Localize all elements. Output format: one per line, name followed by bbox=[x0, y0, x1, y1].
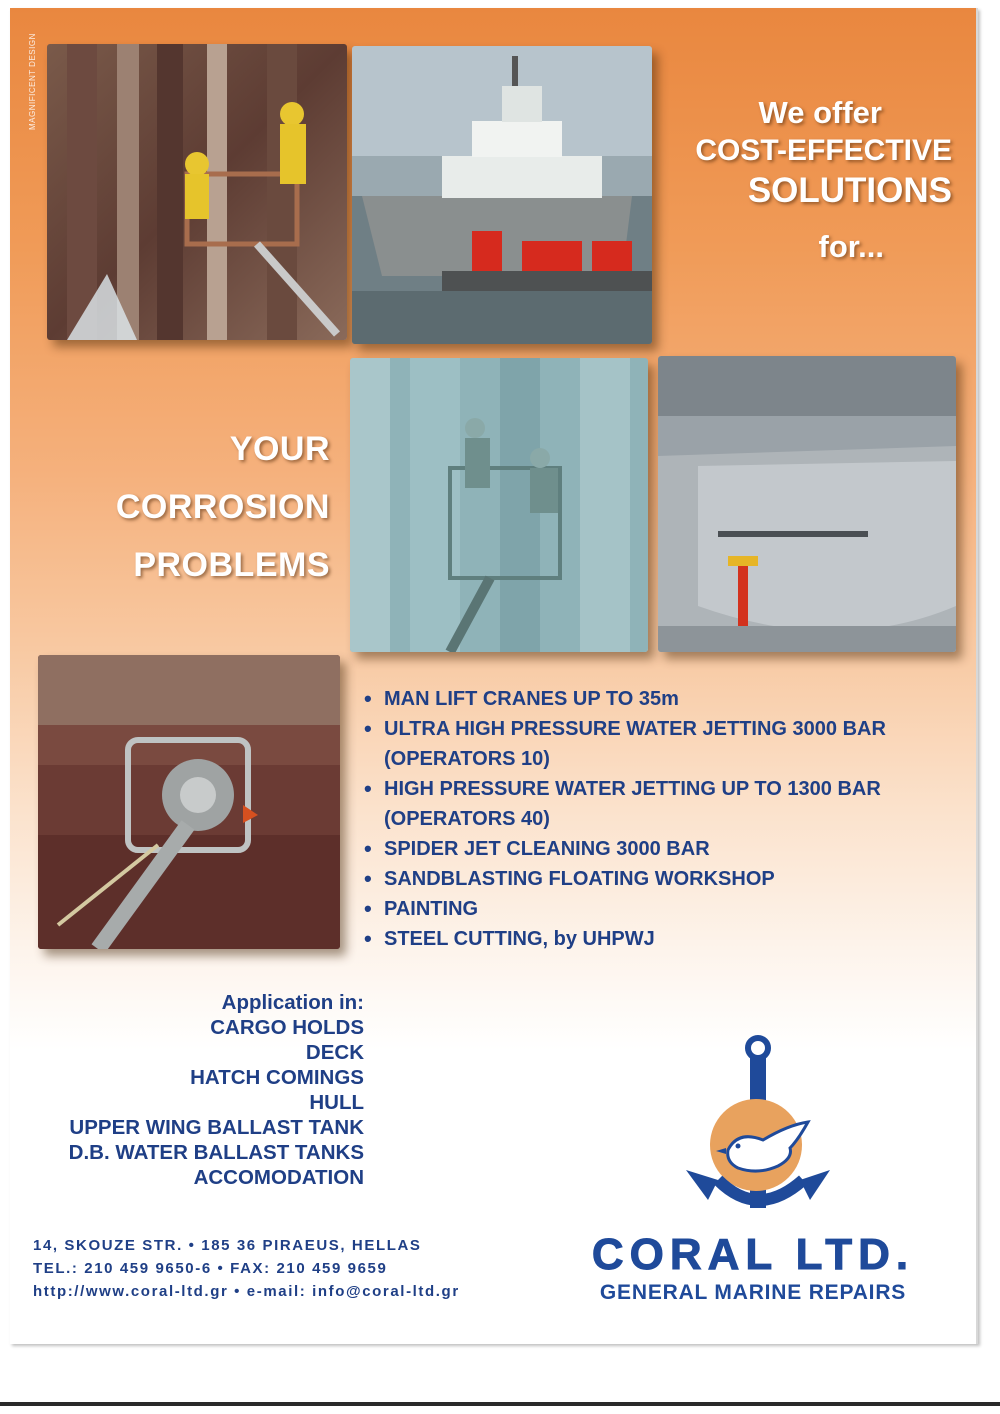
applications-heading: Application in: bbox=[221, 991, 364, 1014]
service-item: • SANDBLASTING FLOATING WORKSHOP bbox=[362, 864, 962, 894]
photo-carrier-hull bbox=[658, 356, 956, 652]
contact-address: 14, SKOUZE STR. • 185 36 PIRAEUS, HELLAS bbox=[33, 1237, 422, 1254]
service-item: • HIGH PRESSURE WATER JETTING UP TO 1300 BAR (OPERATORS 40) bbox=[362, 774, 962, 834]
brand-block bbox=[540, 1230, 966, 1306]
photo-ship-at-dock bbox=[352, 46, 652, 344]
application-item: UPPER WING BALLAST TANK bbox=[69, 1116, 364, 1139]
problems-line-2: CORROSION bbox=[115, 488, 330, 526]
application-item: ACCOMODATION bbox=[193, 1166, 364, 1189]
problems-line-3: PROBLEMS bbox=[133, 546, 330, 584]
photo-jetting-platform bbox=[350, 358, 648, 652]
photo-spider-jet bbox=[38, 655, 340, 949]
service-item: • PAINTING bbox=[362, 894, 962, 924]
anchor-dove-logo bbox=[678, 1030, 838, 1230]
service-item: • STEEL CUTTING, by UHPWJ bbox=[362, 924, 962, 954]
services-list bbox=[362, 684, 962, 954]
brand-name: CORAL LTD. bbox=[591, 1230, 915, 1279]
application-item: HATCH COMINGS bbox=[190, 1066, 364, 1089]
application-item: HULL bbox=[309, 1091, 364, 1114]
contact-phone: TEL.: 210 459 9650-6 • FAX: 210 459 9659 bbox=[33, 1260, 388, 1277]
contact-web-email[interactable]: http://www.coral-ltd.gr • e-mail: info@coral-ltd.gr bbox=[33, 1283, 460, 1300]
service-item: • SPIDER JET CLEANING 3000 BAR bbox=[362, 834, 962, 864]
corrosion-problems-heading bbox=[116, 420, 330, 594]
headline-solutions: SOLUTIONS bbox=[747, 171, 952, 210]
page-bottom-rule bbox=[0, 1402, 1000, 1406]
headline-for: for... bbox=[818, 229, 884, 264]
service-item: • MAN LIFT CRANES UP TO 35m bbox=[362, 684, 962, 714]
photo-workers-hull-cleaning bbox=[47, 44, 347, 340]
applications-list bbox=[69, 990, 364, 1190]
application-item: CARGO HOLDS bbox=[210, 1016, 364, 1039]
application-item: D.B. WATER BALLAST TANKS bbox=[68, 1141, 364, 1164]
headline bbox=[695, 94, 952, 282]
brand-tagline: GENERAL MARINE REPAIRS bbox=[599, 1281, 907, 1304]
application-item: DECK bbox=[305, 1041, 364, 1064]
headline-cost-effective: COST-EFFECTIVE bbox=[695, 134, 952, 167]
design-credit: MAGNIFICENT DESIGN bbox=[28, 33, 37, 130]
service-item: • ULTRA HIGH PRESSURE WATER JETTING 3000 BAR (OPERATORS 10) bbox=[362, 714, 962, 774]
headline-we-offer: We offer bbox=[758, 95, 882, 130]
contact-info bbox=[33, 1234, 460, 1303]
problems-line-1: YOUR bbox=[229, 430, 330, 468]
